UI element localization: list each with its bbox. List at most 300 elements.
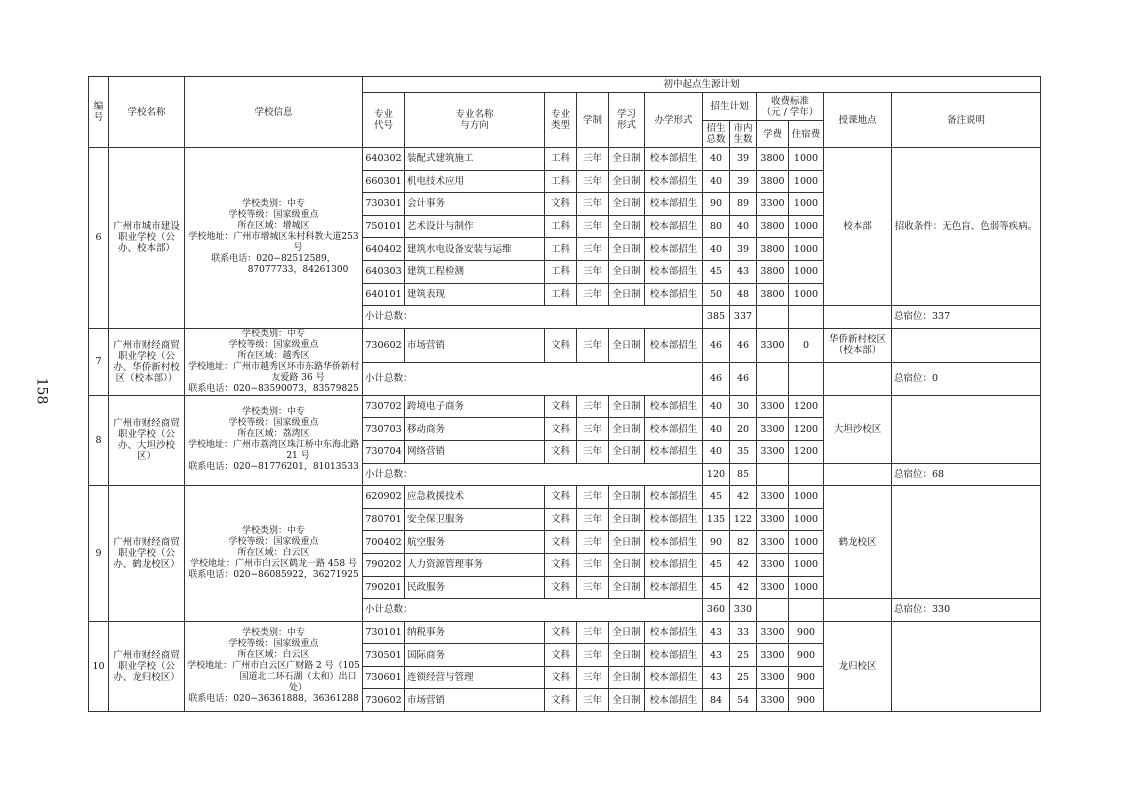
header-fee-standard: 收费标准 （元 / 学年）	[757, 93, 824, 121]
cell-run-form: 校本部招生	[645, 666, 703, 689]
school-info-value: 中专	[287, 525, 306, 536]
school-info-label: 联系电话：	[188, 569, 234, 580]
table-row	[89, 395, 1041, 418]
cell-school-no: 7	[89, 328, 109, 395]
cell-school-info	[185, 148, 363, 329]
cell-dorm-fee: 1000	[789, 576, 824, 599]
subtotal-tuition	[757, 599, 789, 622]
cell-major-type: 工科	[545, 238, 577, 261]
cell-study-form: 全日制	[609, 508, 645, 531]
cell-enroll-total: 43	[703, 621, 730, 644]
cell-enroll-local: 46	[730, 328, 757, 362]
school-info-line	[187, 221, 360, 232]
cell-run-form: 校本部招生	[645, 644, 703, 667]
school-info-label: 学校等级：	[228, 339, 274, 350]
table-header	[89, 77, 1041, 148]
cell-enroll-total: 40	[703, 238, 730, 261]
cell-remark	[892, 486, 1041, 599]
header-plan-group: 初中起点生源计划	[363, 77, 1041, 93]
cell-duration: 三年	[577, 283, 609, 306]
cell-enroll-total: 40	[703, 418, 730, 441]
cell-run-form: 校本部招生	[645, 508, 703, 531]
cell-major-name: 连锁经营与管理	[405, 666, 545, 689]
cell-run-form: 校本部招生	[645, 531, 703, 554]
enrollment-plan-table	[88, 76, 1041, 712]
cell-major-type: 文科	[545, 531, 577, 554]
subtotal-total: 46	[703, 362, 730, 395]
cell-major-type: 文科	[545, 328, 577, 362]
school-info-value: 广州市荔湾区珠江桥中东海北路 21 号	[233, 440, 360, 462]
cell-tuition: 3300	[757, 666, 789, 689]
cell-tuition: 3300	[757, 440, 789, 463]
cell-dorm-fee: 900	[789, 666, 824, 689]
cell-run-form: 校本部招生	[645, 170, 703, 193]
school-info-line	[187, 526, 360, 537]
cell-dorm-fee: 1000	[789, 148, 824, 171]
cell-major-code: 730702	[363, 395, 405, 418]
cell-major-code: 780701	[363, 508, 405, 531]
cell-major-type: 工科	[545, 283, 577, 306]
school-info-label: 学校地址：	[187, 361, 233, 372]
cell-school-no: 9	[89, 486, 109, 622]
header-major-code: 专业 代号	[363, 93, 405, 148]
cell-run-form: 校本部招生	[645, 238, 703, 261]
cell-major-name: 建筑表现	[405, 283, 545, 306]
school-info-value: 国家级重点	[273, 638, 319, 649]
cell-dorm-fee: 0	[789, 328, 824, 362]
cell-remark	[892, 395, 1041, 463]
cell-major-code: 640302	[363, 148, 405, 171]
school-info-value: 国家级重点	[273, 536, 319, 547]
school-info-line	[187, 650, 360, 661]
table-row	[89, 621, 1041, 644]
school-info-line	[187, 384, 360, 395]
cell-enroll-local: 40	[730, 215, 757, 238]
cell-enroll-local: 39	[730, 238, 757, 261]
cell-study-form: 全日制	[609, 531, 645, 554]
school-info-label: 联系电话：	[211, 254, 257, 265]
school-info-value: 广州市越秀区环市东路华侨新村友爱路 36 号	[233, 361, 360, 383]
header-enroll-plan: 招生计划	[703, 93, 757, 121]
cell-major-name: 装配式建筑施工	[405, 148, 545, 171]
subtotal-dorm-note: 总宿位：0	[892, 362, 1041, 395]
cell-enroll-local: 25	[730, 644, 757, 667]
cell-dorm-fee: 1000	[789, 238, 824, 261]
school-info-value: 中专	[287, 199, 306, 210]
school-info-label: 学校地址：	[188, 232, 234, 243]
school-info-value: 020−81776201，81013533	[233, 462, 359, 473]
cell-study-form: 全日制	[609, 576, 645, 599]
cell-study-form: 全日制	[609, 689, 645, 712]
subtotal-location	[824, 306, 892, 329]
school-info-label: 学校等级：	[228, 210, 274, 221]
school-info-value: 广州市增城区朱村科教大道253 号	[233, 232, 359, 254]
subtotal-local: 85	[730, 463, 757, 486]
cell-major-type: 文科	[545, 644, 577, 667]
school-info-line	[187, 628, 360, 639]
cell-enroll-local: 39	[730, 170, 757, 193]
cell-major-code: 730704	[363, 440, 405, 463]
subtotal-label: 小计总数：	[363, 362, 703, 395]
school-info-value: 越秀区	[282, 350, 310, 361]
school-info-label: 所在区域：	[237, 547, 283, 558]
table-body	[89, 148, 1041, 712]
subtotal-label: 小计总数：	[363, 599, 703, 622]
subtotal-dorm	[789, 306, 824, 329]
cell-enroll-total: 45	[703, 486, 730, 509]
cell-tuition: 3300	[757, 508, 789, 531]
cell-location: 鹤龙校区	[824, 486, 892, 599]
cell-enroll-total: 45	[703, 553, 730, 576]
cell-run-form: 校本部招生	[645, 418, 703, 441]
cell-enroll-total: 46	[703, 328, 730, 362]
school-info-value: 国家级重点	[273, 418, 319, 429]
school-info-line	[187, 537, 360, 548]
cell-major-type: 文科	[545, 621, 577, 644]
cell-study-form: 全日制	[609, 170, 645, 193]
cell-major-type: 文科	[545, 576, 577, 599]
school-info-value: 020−83590073，83579825	[233, 383, 359, 394]
cell-enroll-total: 84	[703, 689, 730, 712]
subtotal-total: 385	[703, 306, 730, 329]
cell-tuition: 3300	[757, 644, 789, 667]
cell-major-name: 应急救援技术	[405, 486, 545, 509]
cell-study-form: 全日制	[609, 238, 645, 261]
cell-major-type: 工科	[545, 170, 577, 193]
cell-enroll-local: 39	[730, 148, 757, 171]
school-info-label: 所在区域：	[237, 221, 283, 232]
header-school-name: 学校名称	[109, 77, 185, 148]
subtotal-location	[824, 463, 892, 486]
cell-tuition: 3800	[757, 215, 789, 238]
school-info-label: 学校类别：	[241, 407, 287, 418]
cell-duration: 三年	[577, 553, 609, 576]
cell-major-name: 会计事务	[405, 193, 545, 216]
school-info-line	[187, 210, 360, 221]
cell-enroll-total: 135	[703, 508, 730, 531]
header-location: 授课地点	[824, 93, 892, 148]
cell-study-form: 全日制	[609, 486, 645, 509]
cell-school-no: 8	[89, 395, 109, 485]
cell-study-form: 全日制	[609, 644, 645, 667]
subtotal-dorm-note: 总宿位：337	[892, 306, 1041, 329]
cell-major-name: 网络营销	[405, 440, 545, 463]
cell-major-type: 工科	[545, 215, 577, 238]
cell-remark	[892, 621, 1041, 711]
school-info-line	[187, 199, 360, 210]
cell-tuition: 3300	[757, 418, 789, 441]
cell-enroll-local: 48	[730, 283, 757, 306]
cell-enroll-local: 54	[730, 689, 757, 712]
cell-study-form: 全日制	[609, 440, 645, 463]
cell-enroll-total: 80	[703, 215, 730, 238]
school-info-label: 学校等级：	[228, 536, 274, 547]
school-info-label: 所在区域：	[237, 649, 283, 660]
subtotal-location	[824, 599, 892, 622]
cell-duration: 三年	[577, 260, 609, 283]
cell-major-code: 750101	[363, 215, 405, 238]
school-info-value: 国家级重点	[273, 210, 319, 221]
subtotal-local: 330	[730, 599, 757, 622]
cell-dorm-fee: 1200	[789, 418, 824, 441]
cell-school-name: 广州市财经商贸职业学校（公办、龙归校区）	[109, 621, 185, 711]
cell-dorm-fee: 1000	[789, 170, 824, 193]
header-major-name: 专业名称 与方向	[405, 93, 545, 148]
cell-dorm-fee: 900	[789, 689, 824, 712]
cell-run-form: 校本部招生	[645, 283, 703, 306]
school-info-label: 学校类别：	[241, 328, 287, 339]
school-info-line	[187, 462, 360, 473]
cell-study-form: 全日制	[609, 215, 645, 238]
subtotal-dorm	[789, 599, 824, 622]
cell-study-form: 全日制	[609, 328, 645, 362]
cell-major-type: 文科	[545, 666, 577, 689]
cell-enroll-local: 82	[730, 531, 757, 554]
cell-school-name: 广州市财经商贸职业学校（公办、鹤龙校区）	[109, 486, 185, 622]
cell-remark	[892, 328, 1041, 362]
cell-tuition: 3300	[757, 395, 789, 418]
cell-enroll-total: 43	[703, 666, 730, 689]
school-info-line	[187, 548, 360, 559]
cell-dorm-fee: 1000	[789, 531, 824, 554]
cell-major-type: 文科	[545, 418, 577, 441]
school-info-label: 联系电话：	[188, 383, 234, 394]
cell-run-form: 校本部招生	[645, 440, 703, 463]
cell-tuition: 3800	[757, 238, 789, 261]
cell-major-code: 730602	[363, 328, 405, 362]
cell-major-type: 工科	[545, 148, 577, 171]
cell-major-code: 640303	[363, 260, 405, 283]
header-no: 编 号	[89, 77, 109, 148]
cell-enroll-total: 45	[703, 260, 730, 283]
cell-major-name: 建筑工程检测	[405, 260, 545, 283]
cell-major-name: 跨境电子商务	[405, 395, 545, 418]
cell-duration: 三年	[577, 170, 609, 193]
school-info-label: 学校等级：	[228, 418, 274, 429]
cell-study-form: 全日制	[609, 621, 645, 644]
school-info-value: 广州市白云区广财路 2 号（105 国道北二环石湖（太和）出口处）	[232, 660, 360, 693]
cell-school-info	[185, 328, 363, 395]
school-info-line	[187, 407, 360, 418]
cell-dorm-fee: 1000	[789, 260, 824, 283]
subtotal-dorm-note: 总宿位：68	[892, 463, 1041, 486]
cell-enroll-local: 20	[730, 418, 757, 441]
cell-duration: 三年	[577, 440, 609, 463]
cell-major-type: 文科	[545, 486, 577, 509]
subtotal-location	[824, 362, 892, 395]
cell-school-info	[185, 621, 363, 711]
cell-tuition: 3300	[757, 621, 789, 644]
school-info-line	[187, 429, 360, 440]
cell-major-code: 730301	[363, 193, 405, 216]
cell-enroll-total: 45	[703, 576, 730, 599]
subtotal-local: 46	[730, 362, 757, 395]
school-info-line	[187, 570, 360, 581]
school-info-label: 所在区域：	[237, 350, 283, 361]
school-info-label: 学校地址：	[187, 440, 233, 451]
cell-major-code: 640402	[363, 238, 405, 261]
cell-study-form: 全日制	[609, 260, 645, 283]
header-duration: 学制	[577, 93, 609, 148]
cell-enroll-total: 40	[703, 148, 730, 171]
school-info-line	[187, 559, 360, 570]
cell-enroll-local: 122	[730, 508, 757, 531]
cell-run-form: 校本部招生	[645, 553, 703, 576]
cell-tuition: 3800	[757, 260, 789, 283]
header-major-type: 专业 类型	[545, 93, 577, 148]
cell-study-form: 全日制	[609, 193, 645, 216]
school-info-value: 中专	[287, 407, 306, 418]
school-info-value: 020−82512589，87077733，84261300	[247, 254, 349, 276]
cell-duration: 三年	[577, 644, 609, 667]
cell-tuition: 3300	[757, 193, 789, 216]
cell-major-code: 790202	[363, 553, 405, 576]
cell-major-name: 航空服务	[405, 531, 545, 554]
cell-duration: 三年	[577, 576, 609, 599]
cell-major-name: 人力资源管理事务	[405, 553, 545, 576]
subtotal-dorm	[789, 362, 824, 395]
school-info-label: 联系电话：	[188, 693, 234, 704]
school-info-value: 中专	[287, 328, 306, 339]
cell-duration: 三年	[577, 531, 609, 554]
cell-enroll-local: 25	[730, 666, 757, 689]
header-total: 招生 总数	[703, 121, 730, 148]
cell-enroll-total: 40	[703, 170, 730, 193]
cell-major-code: 730602	[363, 689, 405, 712]
header-run-form: 办学形式	[645, 93, 703, 148]
cell-tuition: 3800	[757, 170, 789, 193]
cell-dorm-fee: 900	[789, 644, 824, 667]
cell-tuition: 3800	[757, 148, 789, 171]
subtotal-dorm	[789, 463, 824, 486]
cell-dorm-fee: 1000	[789, 283, 824, 306]
cell-dorm-fee: 900	[789, 621, 824, 644]
subtotal-total: 360	[703, 599, 730, 622]
cell-tuition: 3300	[757, 486, 789, 509]
cell-enroll-local: 43	[730, 260, 757, 283]
cell-school-no: 6	[89, 148, 109, 329]
cell-major-code: 700402	[363, 531, 405, 554]
cell-tuition: 3800	[757, 283, 789, 306]
school-info-value: 增城区	[282, 221, 310, 232]
cell-remark: 招收条件：无色盲、色弱等疾病。	[892, 148, 1041, 306]
cell-enroll-total: 90	[703, 531, 730, 554]
subtotal-tuition	[757, 306, 789, 329]
cell-run-form: 校本部招生	[645, 328, 703, 362]
cell-enroll-local: 35	[730, 440, 757, 463]
cell-location: 龙归校区	[824, 621, 892, 711]
cell-major-code: 640101	[363, 283, 405, 306]
cell-enroll-total: 43	[703, 644, 730, 667]
school-info-value: 国家级重点	[273, 339, 319, 350]
school-info-value: 荔湾区	[282, 429, 310, 440]
cell-major-name: 民政服务	[405, 576, 545, 599]
cell-run-form: 校本部招生	[645, 576, 703, 599]
cell-major-code: 790201	[363, 576, 405, 599]
header-remark: 备注说明	[892, 93, 1041, 148]
cell-major-type: 工科	[545, 260, 577, 283]
cell-school-info	[185, 486, 363, 622]
cell-school-no: 10	[89, 621, 109, 711]
cell-major-name: 市场营销	[405, 689, 545, 712]
school-info-line	[187, 694, 360, 705]
cell-duration: 三年	[577, 193, 609, 216]
subtotal-local: 337	[730, 306, 757, 329]
cell-major-name: 市场营销	[405, 328, 545, 362]
school-info-value: 中专	[287, 627, 306, 638]
school-info-label: 学校类别：	[241, 525, 287, 536]
cell-duration: 三年	[577, 148, 609, 171]
header-local: 市内 生数	[730, 121, 757, 148]
subtotal-total: 120	[703, 463, 730, 486]
cell-major-type: 文科	[545, 689, 577, 712]
cell-location: 华侨新村校区（校本部）	[824, 328, 892, 362]
cell-enroll-local: 30	[730, 395, 757, 418]
cell-duration: 三年	[577, 621, 609, 644]
subtotal-tuition	[757, 362, 789, 395]
cell-duration: 三年	[577, 689, 609, 712]
school-info-label: 学校等级：	[228, 638, 274, 649]
cell-major-name: 艺术设计与制作	[405, 215, 545, 238]
cell-enroll-total: 40	[703, 395, 730, 418]
cell-enroll-local: 42	[730, 576, 757, 599]
cell-dorm-fee: 1000	[789, 508, 824, 531]
cell-major-name: 纳税事务	[405, 621, 545, 644]
cell-run-form: 校本部招生	[645, 260, 703, 283]
cell-major-type: 文科	[545, 440, 577, 463]
header-tuition: 学费	[757, 121, 789, 148]
cell-dorm-fee: 1200	[789, 440, 824, 463]
cell-study-form: 全日制	[609, 283, 645, 306]
subtotal-tuition	[757, 463, 789, 486]
cell-run-form: 校本部招生	[645, 148, 703, 171]
school-info-value: 020−36361888，36361288	[233, 693, 359, 704]
cell-tuition: 3300	[757, 531, 789, 554]
school-info-line	[187, 362, 360, 384]
cell-dorm-fee: 1000	[789, 193, 824, 216]
table-row	[89, 486, 1041, 509]
subtotal-label: 小计总数：	[363, 306, 703, 329]
cell-enroll-local: 89	[730, 193, 757, 216]
cell-duration: 三年	[577, 238, 609, 261]
cell-enroll-local: 42	[730, 553, 757, 576]
school-info-line	[187, 254, 360, 276]
cell-duration: 三年	[577, 418, 609, 441]
table-row	[89, 148, 1041, 171]
cell-major-type: 文科	[545, 553, 577, 576]
cell-location: 大坦沙校区	[824, 395, 892, 463]
cell-major-type: 文科	[545, 395, 577, 418]
page-number: 158	[33, 377, 50, 405]
school-info-value: 白云区	[282, 649, 310, 660]
cell-dorm-fee: 1200	[789, 395, 824, 418]
cell-study-form: 全日制	[609, 395, 645, 418]
header-school-info: 学校信息	[185, 77, 363, 148]
cell-major-code: 730703	[363, 418, 405, 441]
cell-run-form: 校本部招生	[645, 395, 703, 418]
cell-study-form: 全日制	[609, 666, 645, 689]
cell-study-form: 全日制	[609, 553, 645, 576]
cell-major-name: 国际商务	[405, 644, 545, 667]
cell-major-code: 730601	[363, 666, 405, 689]
cell-duration: 三年	[577, 215, 609, 238]
cell-tuition: 3300	[757, 689, 789, 712]
cell-duration: 三年	[577, 486, 609, 509]
subtotal-label: 小计总数：	[363, 463, 703, 486]
cell-study-form: 全日制	[609, 148, 645, 171]
cell-major-code: 660301	[363, 170, 405, 193]
cell-major-type: 文科	[545, 193, 577, 216]
